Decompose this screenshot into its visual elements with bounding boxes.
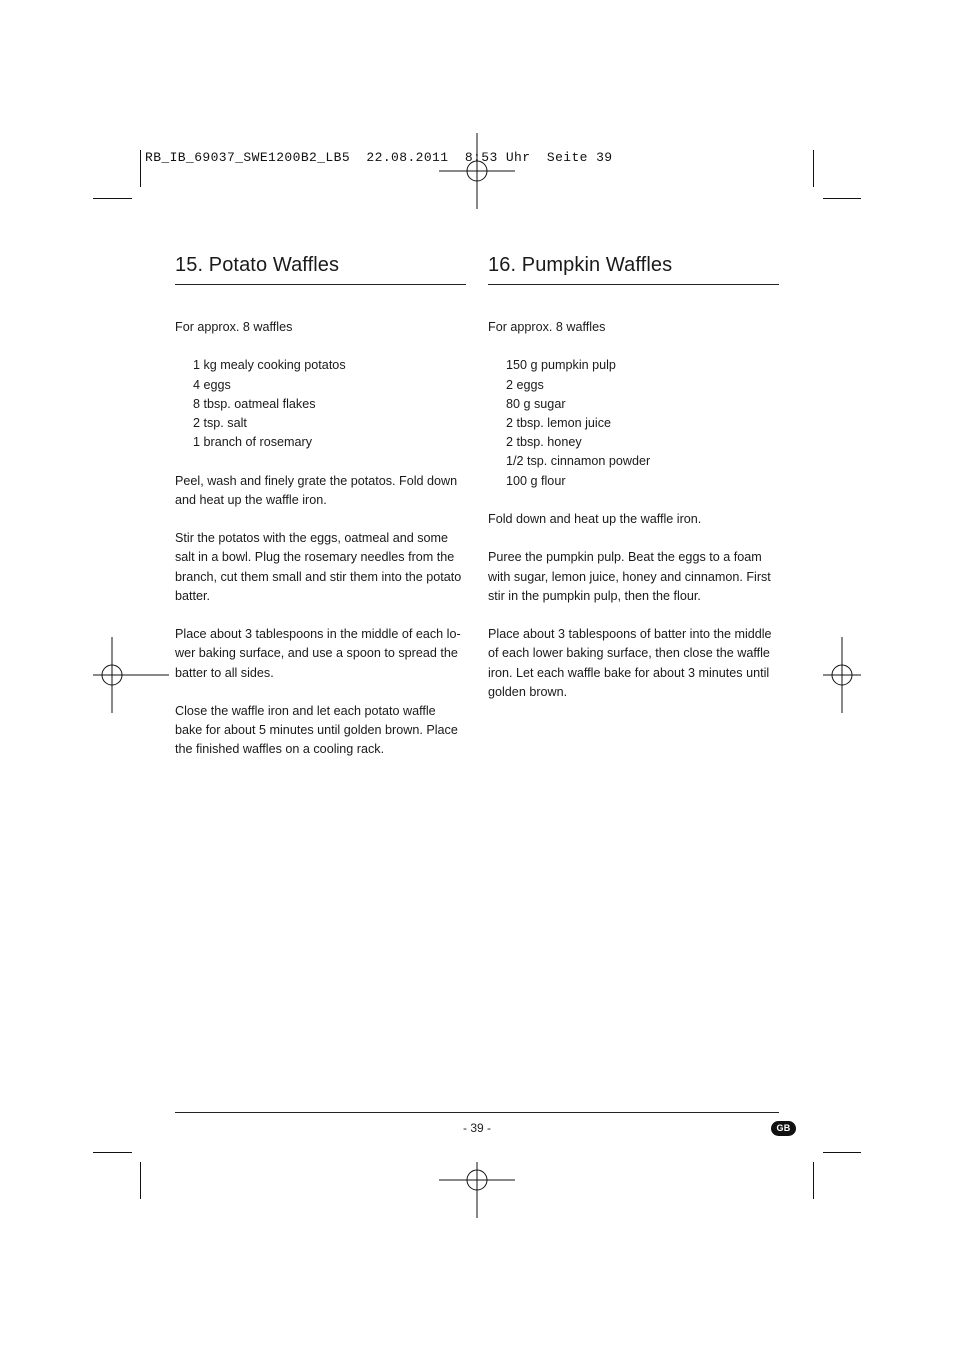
instruction-paragraph bbox=[488, 625, 779, 702]
crop-mark bbox=[140, 150, 141, 187]
crop-mark bbox=[823, 198, 861, 199]
text-line: Puree the pumpkin pulp. Beat the eggs to a foam bbox=[488, 550, 762, 565]
crop-mark bbox=[93, 1152, 132, 1153]
footer-divider bbox=[175, 1112, 779, 1113]
ingredient-item: 80 g sugar bbox=[506, 396, 566, 411]
instruction-paragraph bbox=[175, 472, 466, 510]
ingredient-item: 2 eggs bbox=[506, 377, 544, 392]
text-line: batter to all sides. bbox=[175, 665, 274, 680]
text-line: the finished waffles on a cooling rack. bbox=[175, 742, 385, 757]
ingredient-item: 100 g flour bbox=[506, 473, 566, 488]
ingredient-item: 8 tbsp. oatmeal flakes bbox=[193, 396, 316, 411]
text-line: Fold down and heat up the waffle iron. bbox=[488, 512, 702, 526]
text-line: Close the waffle iron and let each potato waffle bbox=[175, 703, 436, 718]
instruction-paragraph bbox=[175, 702, 466, 760]
text-line: branch, cut them small and stir them into the potato bbox=[175, 569, 462, 584]
ingredient-item: 1 kg mealy cooking potatos bbox=[193, 358, 346, 373]
text-line: batter. bbox=[175, 588, 211, 603]
text-line: iron. Let each waffle bake for about 3 minutes until bbox=[488, 665, 770, 680]
text-line: and heat up the waffle iron. bbox=[175, 492, 327, 507]
text-line: with sugar, lemon juice, honey and cinnamon. First bbox=[488, 569, 771, 584]
recipe-yield: For approx. 8 waffles bbox=[488, 320, 606, 334]
text-line: Peel, wash and finely grate the potatos. Fold down bbox=[175, 473, 458, 488]
text-line: wer baking surface, and use a spoon to spread the bbox=[175, 646, 458, 661]
registration-mark-icon bbox=[439, 133, 515, 209]
text-line: golden brown. bbox=[488, 684, 568, 699]
instruction-paragraph bbox=[488, 510, 779, 529]
ingredient-item: 2 tbsp. lemon juice bbox=[506, 416, 612, 430]
print-header: RB_IB_69037_SWE1200B2_LB5 22.08.2011 8:53 Uhr Seite 39 bbox=[145, 150, 613, 165]
instruction-paragraph bbox=[175, 529, 466, 606]
crop-mark bbox=[140, 1162, 141, 1199]
section-title: 16. Pumpkin Waffles bbox=[488, 250, 779, 285]
crop-mark bbox=[823, 1152, 861, 1153]
ingredient-item: 1/2 tsp. cinnamon powder bbox=[506, 454, 651, 469]
page-number: - 39 - bbox=[462, 1121, 491, 1135]
recipe-pumpkin-waffles bbox=[488, 250, 779, 702]
registration-mark-icon bbox=[93, 637, 169, 713]
ingredient-list bbox=[175, 356, 466, 452]
country-badge: GB bbox=[771, 1121, 796, 1136]
section-title: 15. Potato Waffles bbox=[175, 250, 466, 285]
ingredient-list bbox=[488, 356, 779, 490]
crop-mark bbox=[813, 150, 814, 187]
text-line: Place about 3 tablespoons of batter into the middle bbox=[488, 627, 772, 642]
text-line: Place about 3 tablespoons in the middle of each lo- bbox=[175, 627, 461, 642]
text-line: salt in a bowl. Plug the rosemary needles from the bbox=[175, 550, 455, 565]
recipe-yield: For approx. 8 waffles bbox=[175, 320, 293, 334]
ingredient-item: 2 tsp. salt bbox=[193, 416, 247, 430]
registration-mark-icon bbox=[439, 1142, 515, 1218]
crop-mark bbox=[813, 1162, 814, 1199]
registration-mark-icon bbox=[823, 637, 899, 713]
crop-mark bbox=[93, 198, 132, 199]
recipe-potato-waffles bbox=[175, 250, 466, 760]
ingredient-item: 4 eggs bbox=[193, 377, 231, 392]
ingredient-item: 2 tbsp. honey bbox=[506, 435, 582, 450]
ingredient-item: 150 g pumpkin pulp bbox=[506, 358, 616, 373]
instruction-paragraph bbox=[488, 548, 779, 606]
text-line: Stir the potatos with the eggs, oatmeal and some bbox=[175, 531, 449, 546]
text-line: stir in the pumpkin pulp, then the flour. bbox=[488, 588, 701, 603]
text-line: of each lower baking surface, then close the waffle bbox=[488, 646, 770, 661]
instruction-paragraph bbox=[175, 625, 466, 683]
ingredient-item: 1 branch of rosemary bbox=[193, 435, 312, 450]
text-line: bake for about 5 minutes until golden brown. Place bbox=[175, 723, 458, 738]
